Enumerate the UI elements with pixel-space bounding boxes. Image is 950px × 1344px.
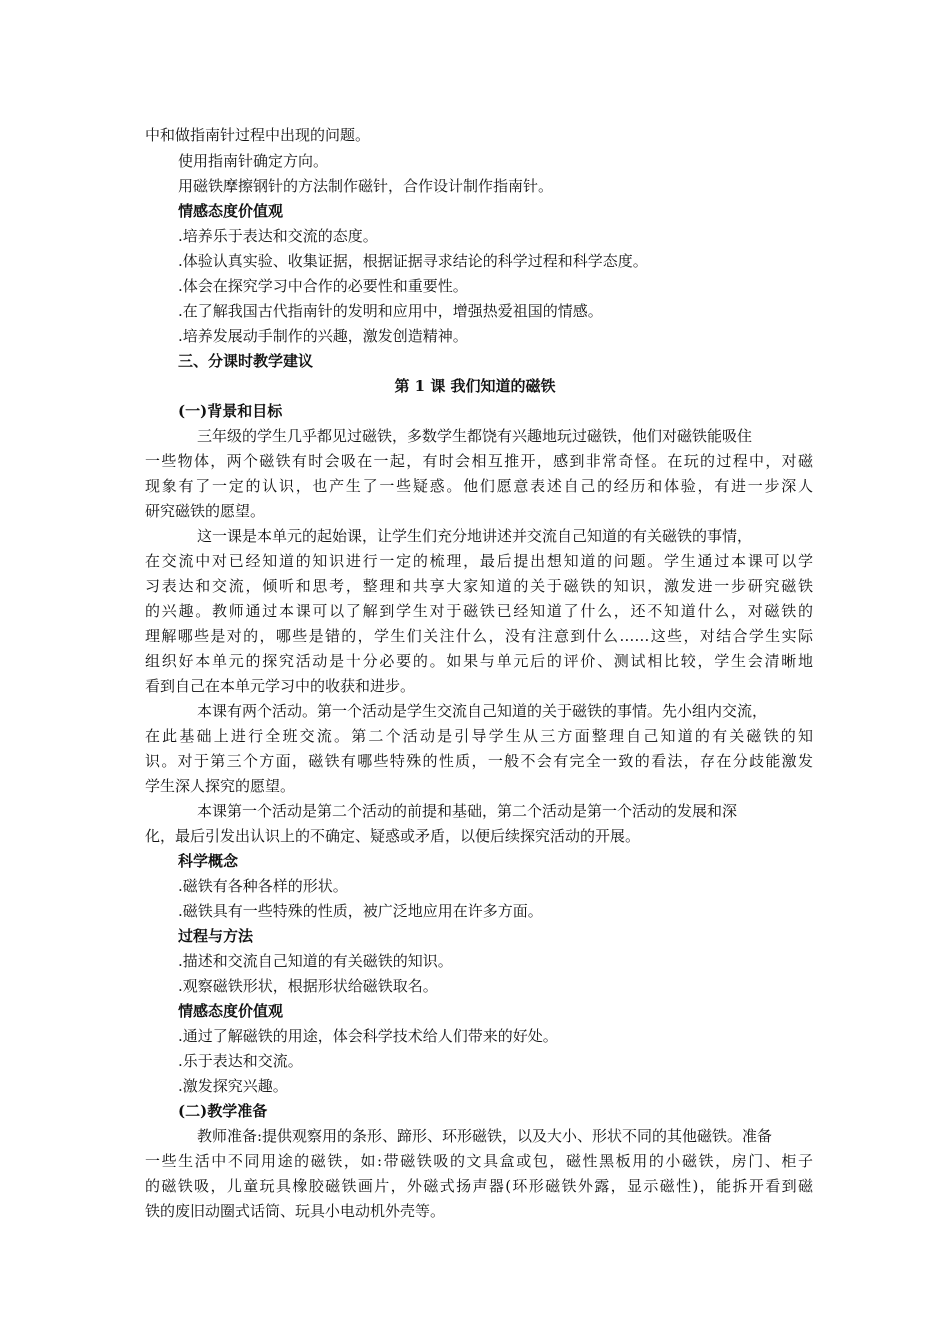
paragraph-line: 现象有了一定的认识，也产生了一些疑惑。他们愿意表述自己的经历和体验，有进一步深人 (145, 477, 813, 495)
lesson-title: 第 1 课 我们知道的磁铁 (394, 377, 556, 395)
paragraph-line: 组织好本单元的探究活动是十分必要的。如果与单元后的评价、测试相比较，学生会清晰地 (145, 652, 813, 670)
list-item: .在了解我国古代指南针的发明和应用中，增强热爱祖国的情感。 (178, 302, 603, 320)
list-item: .观察磁铁形状，根据形状给磁铁取名。 (178, 977, 438, 995)
list-item: .激发探究兴趣。 (178, 1077, 288, 1095)
list-item: .培养乐于表达和交流的态度。 (178, 227, 378, 245)
list-item: .乐于表达和交流。 (178, 1052, 303, 1070)
section-heading: 科学概念 (178, 852, 239, 870)
paragraph-line: 铁的废旧动圈式话筒、玩具小电动机外壳等。 (145, 1202, 446, 1220)
section-heading: 三、分课时教学建议 (178, 352, 314, 370)
paragraph-line: 一些生活中不同用途的磁铁，如:带磁铁吸的文具盒或包，磁性黑板用的小磁铁，房门、柜子 (145, 1152, 813, 1170)
list-item: .磁铁具有一些特殊的性质，被广泛地应用在许多方面。 (178, 902, 543, 920)
subsection-heading: (二)教学准备 (178, 1102, 268, 1120)
paragraph-line: 识。对于第三个方面，磁铁有哪些特殊的性质，一般不会有完全一致的看法，存在分歧能激发 (145, 752, 813, 770)
paragraph-line: 化，最后引发出认识上的不确定、疑惑或矛盾，以便后续探究活动的开展。 (145, 827, 641, 845)
paragraph-line: 习表达和交流，倾听和思考，整理和共享大家知道的关于磁铁的知识，激发进一步研究磁铁 (145, 577, 813, 595)
paragraph-line: 的兴趣。教师通过本课可以了解到学生对于磁铁已经知道了什么，还不知道什么，对磁铁的 (145, 602, 813, 620)
text-line: 使用指南针确定方向。 (178, 152, 329, 170)
section-heading: 情感态度价值观 (178, 1002, 284, 1020)
paragraph-line: 的磁铁吸，儿童玩具橡胶磁铁画片，外磁式扬声器(环形磁铁外露，显示磁性)，能拆开看到磁 (145, 1177, 813, 1195)
list-item: .体会在探究学习中合作的必要性和重要性。 (178, 277, 468, 295)
paragraph-line: 研究磁铁的愿望。 (145, 502, 266, 520)
list-item: .通过了解磁铁的用途，体会科学技术给人们带来的好处。 (178, 1027, 558, 1045)
list-item: .培养发展动手制作的兴趣，激发创造精神。 (178, 327, 468, 345)
paragraph-line: 在交流中对已经知道的知识进行一定的梳理，最后提出想知道的问题。学生通过本课可以学 (145, 552, 813, 570)
text-line: 中和做指南针过程中出现的问题。 (145, 126, 371, 144)
paragraph-line: 学生深人探究的愿望。 (145, 777, 296, 795)
section-heading: 过程与方法 (178, 927, 254, 945)
text-line: 用磁铁摩擦钢针的方法制作磁针，合作设计制作指南针。 (178, 177, 554, 195)
paragraph-line: 本课有两个活动。第一个活动是学生交流自己知道的关于磁铁的事情。先小组内交流， (197, 702, 768, 720)
paragraph-line: 一些物体，两个磁铁有时会吸在一起，有时会相互推开，感到非常奇怪。在玩的过程中，对磁 (145, 452, 813, 470)
section-heading: 情感态度价值观 (178, 202, 284, 220)
paragraph-line: 在此基础上进行全班交流。第二个活动是引导学生从三方面整理自己知道的有关磁铁的知 (145, 727, 813, 745)
list-item: .磁铁有各种各样的形状。 (178, 877, 348, 895)
paragraph-line: 教师准备:提供观察用的条形、蹄形、环形磁铁，以及大小、形状不同的其他磁铁。准备 (197, 1127, 773, 1145)
paragraph-line: 看到自己在本单元学习中的收获和进步。 (145, 677, 416, 695)
paragraph-line: 这一课是本单元的起始课，让学生们充分地讲述并交流自己知道的有关磁铁的事情， (197, 527, 753, 545)
list-item: .描述和交流自己知道的有关磁铁的知识。 (178, 952, 453, 970)
paragraph-line: 三年级的学生几乎都见过磁铁，多数学生都饶有兴趣地玩过磁铁，他们对磁铁能吸住 (197, 427, 753, 445)
paragraph-line: 理解哪些是对的，哪些是错的，学生们关注什么，没有注意到什么……这些，对结合学生实际 (145, 627, 813, 645)
paragraph-line: 本课第一个活动是第二个活动的前提和基础，第二个活动是第一个活动的发展和深 (197, 802, 738, 820)
subsection-heading: (一)背景和目标 (178, 402, 283, 420)
list-item: .体验认真实验、收集证据，根据证据寻求结论的科学过程和科学态度。 (178, 252, 648, 270)
